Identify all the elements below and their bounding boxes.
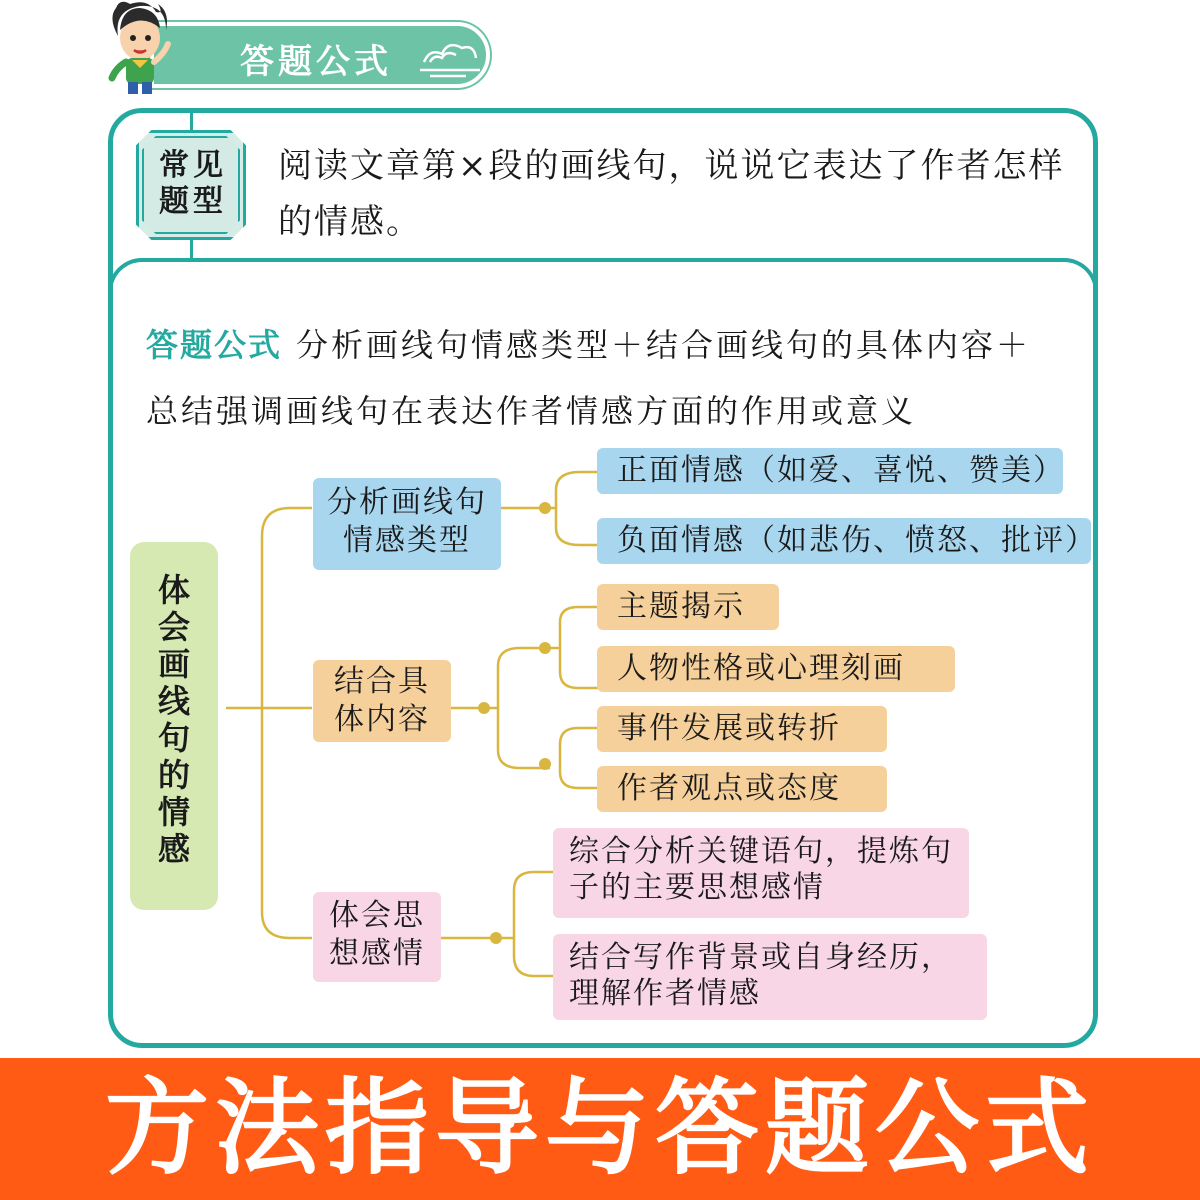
mindmap-root-label: 体会画线句的情感	[158, 571, 191, 868]
leaf-positive-emotion: 正面情感（如爱、喜悦、赞美）	[597, 448, 1063, 494]
bottom-banner-title: 方法指导与答题公式	[104, 1067, 1095, 1189]
branch-specific-content: 结合具体内容	[313, 660, 451, 742]
leaf-character-portrayal: 人物性格或心理刻画	[597, 646, 955, 692]
leaf-negative-emotion: 负面情感（如悲伤、愤怒、批评）	[597, 518, 1091, 564]
leaf-writing-background: 结合写作背景或自身经历，理解作者情感	[553, 934, 987, 1020]
answer-formula-text: 分析画线句情感类型＋结合画线句的具体内容＋总结强调画线句在表达作者情感方面的作用或意义	[146, 326, 1032, 430]
branch-thoughts-feelings: 体会思想感情	[313, 892, 441, 982]
question-text: 阅读文章第×段的画线句，说说它表达了作者怎样的情感。	[278, 146, 1065, 242]
leaf-theme-reveal: 主题揭示	[597, 584, 779, 630]
answer-formula-label: 答题公式	[146, 326, 283, 364]
question-type-badge-label: 常见题型	[159, 148, 227, 219]
leaf-author-viewpoint: 作者观点或态度	[597, 766, 887, 812]
branch-emotion-type: 分析画线句情感类型	[313, 478, 501, 570]
leaf-analyze-key-sentences: 综合分析关键语句，提炼句子的主要思想感情	[553, 828, 969, 918]
leaf-event-development: 事件发展或转折	[597, 706, 887, 752]
header-title: 答题公式	[240, 42, 392, 82]
